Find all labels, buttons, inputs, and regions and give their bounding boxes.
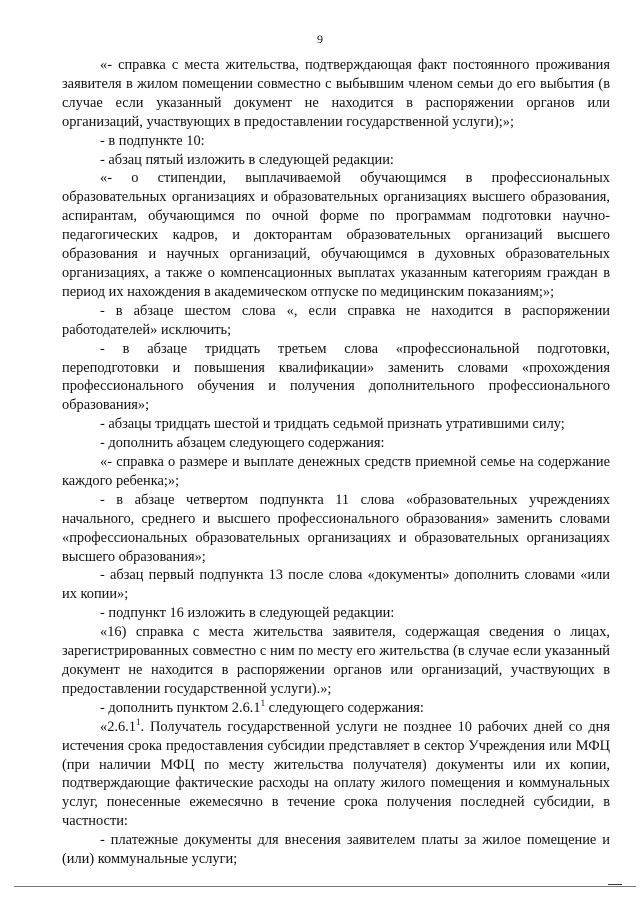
corner-mark — [608, 884, 622, 885]
paragraph-7: - абзацы тридцать шестой и тридцать седьмой признать утратившими силу; — [100, 416, 565, 433]
addition-intro-before: - дополнить пунктом 2.6.1 — [100, 699, 261, 716]
paragraph-addition-intro — [62, 699, 610, 718]
section-text: . Получатель государственной услуги не позднее 10 рабочих дней со дня истечения срока предоставления субсидии представляет в сектор Учреждения или МФЦ (при наличии МФЦ по месту жительства получателя) документы или их копии, подтверждающие фактические расходы на оплату жилого помещения и коммунальных услуг, понесенные ежемесячно в течение срока получения последней субсидии, в частности: — [62, 718, 610, 830]
addition-intro-after: следующего содержания: — [265, 699, 424, 716]
paragraph-8: - дополнить абзацем следующего содержания: — [100, 435, 385, 452]
paragraph-10: - в абзаце четвертом подпункта 11 слова «образовательных учреждениях начального, среднего и высшего профессионального образования» заменить словами «профессиональных образовательных организациях и образовательных организациях высшего образования»; — [62, 491, 610, 565]
paragraph-2: - в подпункте 10: — [100, 132, 205, 149]
paragraph-12: - подпункт 16 изложить в следующей редакции: — [100, 605, 395, 622]
page-number: 9 — [317, 32, 323, 46]
paragraph-4: «- о стипендии, выплачиваемой обучающимся в профессиональных образовательных организациях и образовательных организациях высшего образования, аспирантам, обучающимся по очной форме по программам подготовки научно-педагогических кадров, и докторантам образовательных организаций высшего образования и научных организаций, обучающимся в духовных образовательных организациях, а также о компенсационных выплатах указанным категориям граждан в период их нахождения в академическом отпуске по медицинским показаниям;»; — [62, 170, 610, 300]
paragraph-9: «- справка о размере и выплате денежных средств приемной семье на содержание каждого ребенка;»; — [62, 454, 610, 489]
section-number-sup: 1 — [135, 716, 141, 727]
paragraph-3: - абзац пятый изложить в следующей редакции: — [100, 151, 394, 168]
paragraph-13: «16) справка с места жительства заявителя, содержащая сведения о лицах, зарегистрированных совместно с ним по месту его жительства (в случае если указанный документ не находится в распоряжении органов или организаций, участвующих в предоставлении государственной услуги).»; — [62, 624, 610, 697]
bottom-rule — [14, 886, 636, 887]
addition-intro-sup: 1 — [260, 698, 266, 709]
paragraph-last: - платежные документы для внесения заявителем платы за жилое помещение и (или) коммунальные услуги; — [62, 832, 610, 868]
paragraph-section-2-6-1 — [62, 718, 610, 831]
paragraph-11: - абзац первый подпункта 13 после слова «документы» дополнить словами «или их копии»; — [62, 567, 610, 603]
paragraph-6: - в абзаце тридцать третьем слова «профессиональной подготовки, переподготовки и повышения квалификации» заменить словами «прохождения профессионального обучения и получения дополнительного профессионального образования»; — [62, 340, 610, 414]
paragraph-1: «- справка с места жительства, подтверждающая факт постоянного проживания заявителя в жилом помещении совместно с выбывшим членом семьи до его выбытия (в случае если указанный документ не находится в распоряжении органов или организаций, участвующих в предоставлении государственной услуги);»; — [62, 57, 610, 130]
document-body — [62, 56, 610, 869]
paragraph-5: - в абзаце шестом слова «, если справка не находится в распоряжении работодателей» исключить; — [62, 302, 610, 338]
section-number: «2.6.1 — [100, 718, 136, 735]
